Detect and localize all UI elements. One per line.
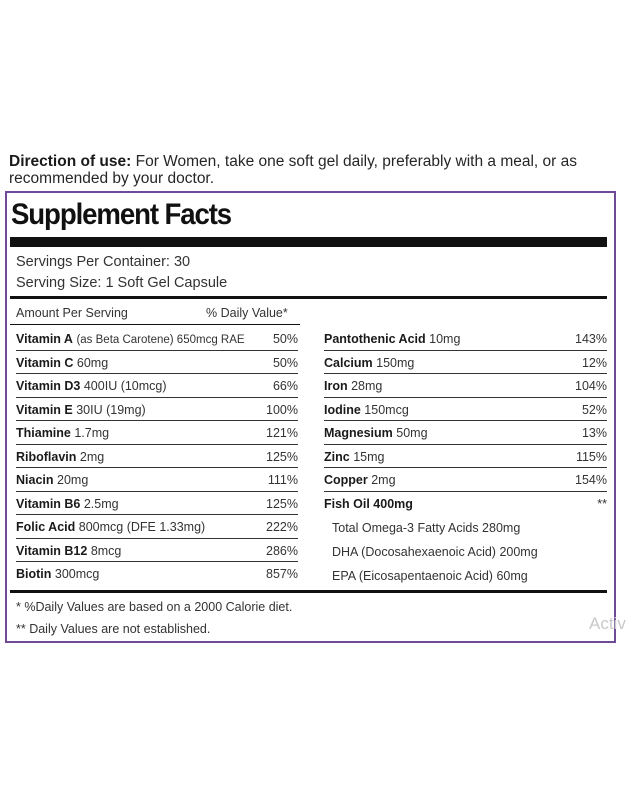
nutrient-daily-value: 12% bbox=[581, 355, 607, 370]
nutrient-daily-value: 115% bbox=[575, 449, 607, 464]
nutrient-label: Iodine bbox=[324, 402, 361, 417]
nutrient-name bbox=[16, 497, 119, 511]
nutrient-name bbox=[16, 403, 146, 417]
nutrient-name bbox=[324, 497, 413, 511]
nutrient-row bbox=[324, 421, 607, 445]
serving-size: Serving Size: 1 Soft Gel Capsule bbox=[16, 275, 228, 291]
nutrient-name bbox=[16, 473, 88, 487]
nutrient-row bbox=[16, 515, 298, 539]
nutrient-name bbox=[16, 332, 245, 346]
nutrient-label: Pantothenic Acid bbox=[324, 332, 426, 346]
nutrient-amount: 20mg bbox=[57, 473, 89, 487]
activation-watermark: Activ bbox=[589, 614, 626, 633]
nutrient-label: Vitamin B12 bbox=[16, 543, 88, 558]
nutrient-row bbox=[324, 468, 607, 492]
nutrient-amount: 1.7mg bbox=[74, 426, 110, 440]
serving-divider bbox=[10, 296, 607, 299]
nutrient-label: Riboflavin bbox=[16, 449, 77, 464]
nutrient-daily-value: 121% bbox=[266, 426, 298, 440]
fish-oil-sub-row bbox=[332, 564, 607, 588]
nutrient-daily-value: 50% bbox=[272, 355, 298, 370]
nutrient-row bbox=[16, 327, 298, 351]
nutrient-amount: 2.5mg bbox=[83, 496, 119, 511]
nutrient-name bbox=[324, 332, 460, 346]
title-divider bbox=[10, 237, 607, 247]
direction-text: For Women, take one soft gel daily, preferably with a meal, or as recommended by your doctor. bbox=[9, 153, 577, 187]
nutrient-row bbox=[324, 492, 607, 516]
nutrient-amount: 50mg bbox=[396, 426, 428, 440]
nutrient-label: Folic Acid bbox=[16, 520, 76, 534]
nutrient-name bbox=[16, 379, 167, 393]
nutrient-label: Vitamin B6 bbox=[16, 496, 81, 511]
fish-oil-sub-item: DHA (Docosahexaenoic Acid) 200mg bbox=[332, 545, 538, 559]
nutrient-amount: 10mg bbox=[429, 332, 461, 346]
nutrient-amount: 800mcg (DFE 1.33mg) bbox=[78, 520, 206, 534]
nutrient-label: Vitamin D3 bbox=[16, 379, 81, 393]
nutrient-amount: 150mg bbox=[376, 355, 415, 370]
nutrient-daily-value: 857% bbox=[266, 567, 298, 581]
nutrient-row bbox=[16, 445, 298, 469]
nutrient-amount: 60mg bbox=[76, 355, 109, 370]
nutrient-row bbox=[16, 351, 298, 375]
header-amount-per-serving: Amount Per Serving bbox=[16, 306, 128, 320]
nutrient-label: Fish Oil 400mg bbox=[324, 496, 413, 511]
nutrient-daily-value: 222% bbox=[266, 520, 298, 534]
nutrient-daily-value: 52% bbox=[581, 402, 607, 417]
nutrient-amount: 2mg bbox=[79, 449, 105, 464]
fish-oil-sub-item: Total Omega-3 Fatty Acids 280mg bbox=[332, 521, 521, 535]
nutrient-row bbox=[16, 492, 298, 516]
nutrient-row bbox=[324, 445, 607, 469]
nutrient-daily-value: 66% bbox=[272, 379, 298, 393]
nutrient-row bbox=[16, 562, 298, 586]
nutrient-name bbox=[324, 426, 428, 440]
nutrient-name bbox=[16, 356, 108, 370]
nutrient-name bbox=[324, 356, 414, 370]
nutrient-name bbox=[16, 450, 104, 464]
footer-divider bbox=[10, 590, 607, 593]
nutrient-amount: 15mg bbox=[353, 449, 385, 464]
nutrient-amount: 2mg bbox=[371, 473, 396, 487]
nutrient-row bbox=[324, 374, 607, 398]
nutrient-amount: 28mg bbox=[351, 379, 383, 393]
nutrient-label: Vitamin E bbox=[16, 402, 73, 417]
fish-oil-sub-row bbox=[332, 540, 607, 564]
nutrient-amount: 8mcg bbox=[90, 543, 122, 558]
nutrient-label: Iron bbox=[324, 379, 348, 393]
nutrient-row bbox=[324, 351, 607, 375]
fish-oil-sub-item: EPA (Eicosapentaenoic Acid) 60mg bbox=[332, 569, 528, 583]
direction-of-use bbox=[9, 153, 624, 187]
nutrient-row bbox=[16, 374, 298, 398]
supplement-facts-title: Supplement Facts bbox=[11, 198, 232, 231]
nutrient-label: Niacin bbox=[16, 473, 54, 487]
nutrient-label: Magnesium bbox=[324, 426, 393, 440]
nutrient-name bbox=[16, 544, 121, 558]
fish-oil-sub-row bbox=[332, 516, 607, 540]
nutrient-daily-value: 104% bbox=[575, 379, 607, 393]
nutrient-row bbox=[16, 421, 298, 445]
nutrient-label: Vitamin A bbox=[16, 332, 73, 346]
nutrient-daily-value: 143% bbox=[575, 332, 607, 346]
nutrient-amount: 30IU (19mg) bbox=[76, 402, 146, 417]
header-daily-value: % Daily Value* bbox=[206, 306, 288, 320]
direction-label: Direction of use: bbox=[9, 153, 132, 170]
nutrient-row bbox=[16, 468, 298, 492]
nutrient-name bbox=[16, 567, 99, 581]
nutrient-label: Copper bbox=[324, 473, 368, 487]
nutrient-label: Calcium bbox=[324, 355, 373, 370]
nutrient-amount: 150mcg bbox=[364, 402, 409, 417]
nutrient-daily-value: 100% bbox=[266, 402, 298, 417]
nutrient-daily-value: 13% bbox=[581, 426, 607, 440]
nutrient-daily-value: ** bbox=[597, 496, 607, 511]
nutrient-label: Thiamine bbox=[16, 426, 71, 440]
nutrient-row bbox=[324, 398, 607, 422]
nutrient-name bbox=[16, 426, 109, 440]
servings-per-container: Servings Per Container: 30 bbox=[16, 254, 191, 270]
nutrient-name bbox=[324, 403, 409, 417]
nutrient-amount: 400IU (10mcg) bbox=[83, 379, 167, 393]
nutrient-row bbox=[16, 398, 298, 422]
nutrient-label: Vitamin C bbox=[16, 355, 74, 370]
footnote-daily-values: * %Daily Values are based on a 2000 Calorie diet. bbox=[16, 600, 293, 614]
nutrient-row bbox=[324, 327, 607, 351]
nutrient-row bbox=[16, 539, 298, 563]
nutrient-name bbox=[324, 379, 382, 393]
nutrient-daily-value: 125% bbox=[266, 496, 298, 511]
nutrient-amount: 300mcg bbox=[54, 567, 100, 581]
nutrient-label: Biotin bbox=[16, 567, 52, 581]
header-divider bbox=[10, 324, 300, 325]
nutrient-name bbox=[16, 520, 205, 534]
nutrient-amount: (as Beta Carotene) 650mcg RAE bbox=[76, 334, 245, 346]
footnote-not-established: ** Daily Values are not established. bbox=[16, 622, 211, 636]
nutrient-daily-value: 50% bbox=[272, 332, 298, 346]
nutrient-name bbox=[324, 450, 384, 464]
nutrient-name bbox=[324, 473, 396, 487]
nutrient-daily-value: 154% bbox=[575, 473, 607, 487]
nutrient-label: Zinc bbox=[324, 449, 350, 464]
nutrient-daily-value: 286% bbox=[266, 543, 298, 558]
nutrient-daily-value: 125% bbox=[266, 449, 298, 464]
nutrient-daily-value: 111% bbox=[267, 473, 298, 487]
